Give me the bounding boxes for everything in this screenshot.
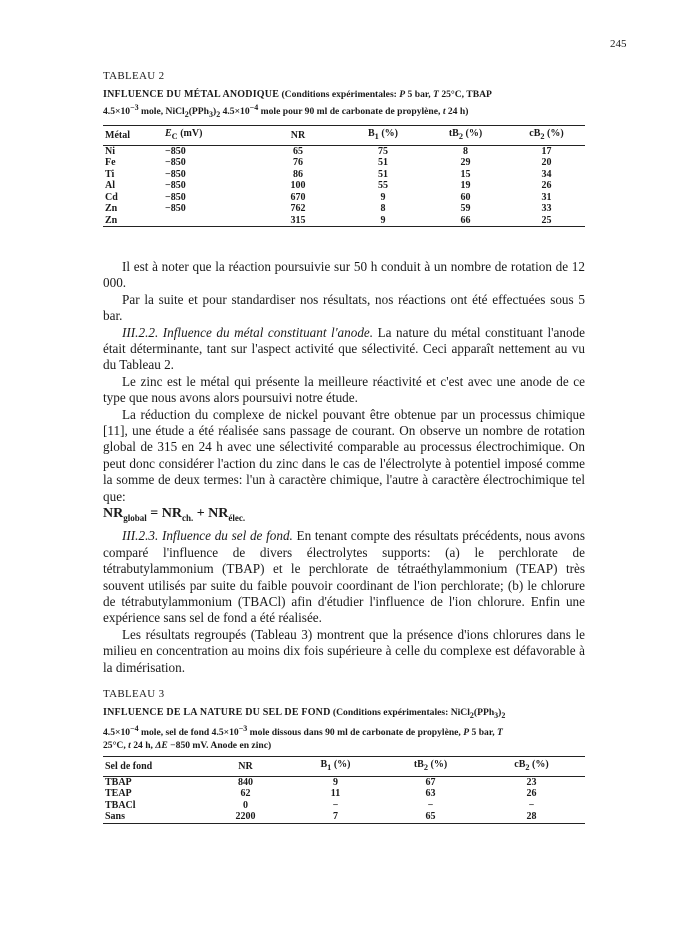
table-cell: −850 bbox=[165, 145, 186, 157]
col-header-cb2: $cB_2$ (%) bbox=[514, 759, 549, 773]
table-cell: 0 bbox=[243, 799, 248, 811]
table-cell: 62 bbox=[240, 788, 251, 800]
table-cell: −850 bbox=[165, 180, 186, 192]
table-row bbox=[103, 145, 585, 157]
table-cell: 26 bbox=[541, 180, 552, 192]
table-cell: 11 bbox=[330, 788, 341, 800]
table-cell: 7 bbox=[333, 811, 338, 823]
paragraph: III.2.2. Influence du métal constituant l'anode. La nature du métal constituant l'anode était déterminante, tant sur l'aspect activité que sélectivité. Ceci apparaît nettement au vu du Tableau 2. bbox=[103, 324, 585, 373]
tableau-3-table bbox=[103, 756, 585, 824]
table-cell: Ni bbox=[105, 145, 115, 157]
table-row bbox=[103, 169, 585, 181]
table-cell: 9 bbox=[380, 191, 386, 203]
table-cell: 51 bbox=[378, 168, 388, 180]
paragraph: Il est à noter que la réaction poursuivie sur 50 h conduit à un nombre de rotation de 12 000. bbox=[103, 259, 585, 291]
table-cell: − bbox=[332, 799, 339, 811]
table-cell: 28 bbox=[526, 811, 537, 823]
table-cell: 65 bbox=[425, 811, 436, 823]
table-cell: Fe bbox=[105, 157, 116, 169]
table-cell: −850 bbox=[165, 168, 186, 180]
paragraph: Les résultats regroupés (Tableau 3) montrent que la présence d'ions chlorures dans le milieu en concentration au moins dix fois supérieure à celle du complexe est défavorable à la dimérisation. bbox=[103, 626, 585, 675]
equation: $NR_{global} = NR_{ch.} + NR_{élec.}$ bbox=[103, 506, 246, 523]
table-cell: 29 bbox=[460, 157, 471, 169]
section-heading: III.2.2. Influence du métal constituant l'anode. bbox=[122, 324, 374, 340]
table-cell: 86 bbox=[293, 168, 303, 180]
table-cell: 670 bbox=[290, 191, 306, 203]
table-cell: 55 bbox=[378, 180, 388, 192]
table-cell: TBAP bbox=[105, 776, 132, 788]
table-cell: 23 bbox=[526, 776, 537, 788]
table-cell bbox=[163, 215, 253, 227]
table-cell: 63 bbox=[425, 788, 436, 800]
table-cell: 33 bbox=[541, 203, 552, 215]
table-cell: 34 bbox=[541, 168, 552, 180]
col-header-tb2: $tB_2$ (%) bbox=[413, 759, 448, 773]
paragraph: III.2.3. Influence du sel de fond. En tenant compte des résultats précédents, nous avons comparé l'influence de divers électrolytes supports: (a) le perchlorate de tétrabutylammonium (TBAP) et le perchlorate de tétraéthylammonium (TEAP) très souvent utilisés par suite du faible pouvoir coordinant de l'ion perchlorate; (b) le chlorure de tétrabutylammonium (TBACl) afin d'étudier l'influence de l'ion chlorure. Enfin une expérience sans sel de fond a été réalisée. bbox=[103, 528, 586, 626]
table-cell: 75 bbox=[378, 145, 388, 157]
table-cell: Zn bbox=[105, 203, 118, 215]
table-cell: 315 bbox=[290, 214, 306, 226]
table-cell: 25 bbox=[541, 214, 552, 226]
table-cell: 8 bbox=[380, 203, 386, 215]
table-cell: −850 bbox=[165, 191, 186, 203]
tableau-3 bbox=[103, 688, 585, 824]
table-row bbox=[103, 776, 585, 788]
body-text bbox=[103, 259, 585, 676]
col-header-metal: Métal bbox=[105, 129, 130, 141]
table-cell: − bbox=[427, 799, 434, 811]
table-header-row bbox=[103, 757, 585, 777]
tableau-2-label: TABLEAU 2 bbox=[103, 70, 165, 82]
table-cell: 840 bbox=[238, 776, 253, 788]
table-cell: 76 bbox=[293, 157, 303, 169]
col-header-b1: $B_1$ (%) bbox=[367, 128, 398, 142]
tableau-2 bbox=[103, 70, 585, 227]
col-header-nr: NR bbox=[238, 760, 253, 772]
paragraph: Le zinc est le métal qui présente la meilleure réactivité et c'est avec une anode de ce type que nous avons alors poursuivi notre étude. bbox=[103, 373, 585, 406]
table-cell: Ti bbox=[105, 168, 115, 180]
table-row bbox=[103, 811, 585, 823]
table-cell: 17 bbox=[541, 145, 552, 157]
table-cell: Cd bbox=[105, 191, 118, 203]
table-row bbox=[103, 192, 585, 204]
table-cell: Zn bbox=[105, 214, 118, 226]
col-header-ec: $E_C$ (mV) bbox=[165, 128, 203, 142]
table-cell: 100 bbox=[290, 180, 306, 192]
table-cell: 8 bbox=[463, 145, 468, 157]
table-row bbox=[103, 215, 585, 227]
table-cell: 15 bbox=[460, 168, 471, 180]
col-header-tb2: $tB_2$ (%) bbox=[448, 128, 483, 142]
table-row bbox=[103, 203, 585, 215]
table-cell: 762 bbox=[290, 203, 306, 215]
table-row bbox=[103, 800, 585, 812]
table-header-row bbox=[103, 126, 585, 146]
tableau-3-caption: INFLUENCE DE LA NATURE DU SEL DE FOND (Conditions expérimentales: $NiCl_2(PPh_3)_2$ $4.5\times 10^{-4}$ mole, sel de fond $4.5\times 10^{-3}$ mole dissous dans 90 ml de carbonate de propylène, P 5 bar, T 25°C, t 24 h, ΔE −850 mV. Anode en zinc) bbox=[103, 707, 506, 752]
table-row bbox=[103, 157, 585, 169]
table-cell: − bbox=[528, 799, 535, 811]
table-cell: 67 bbox=[425, 776, 436, 788]
table-cell: 9 bbox=[333, 776, 338, 788]
table-cell: 51 bbox=[378, 157, 388, 169]
tableau-3-label: TABLEAU 3 bbox=[103, 688, 165, 700]
table-cell: 59 bbox=[460, 203, 471, 215]
table-cell: 26 bbox=[526, 788, 537, 800]
table-cell: 20 bbox=[541, 157, 552, 169]
table-row bbox=[103, 180, 585, 192]
table-cell: −850 bbox=[165, 157, 186, 169]
table-cell: 66 bbox=[460, 214, 471, 226]
tableau-2-table bbox=[103, 125, 585, 227]
table-cell: 60 bbox=[460, 191, 471, 203]
col-header-cb2: $cB_2$ (%) bbox=[529, 128, 564, 142]
table-cell: TBACl bbox=[105, 799, 136, 811]
table-cell: 31 bbox=[541, 191, 552, 203]
table-cell: −850 bbox=[165, 203, 186, 215]
col-header-sel: Sel de fond bbox=[105, 760, 153, 772]
table-cell: 2200 bbox=[235, 811, 256, 823]
page-number: 245 bbox=[610, 38, 627, 50]
tableau-2-caption: INFLUENCE DU MÉTAL ANODIQUE (Conditions expérimentales: P 5 bar, T 25°C, TBAP $4.5\times 10^{-3}$ mole, $NiCl_2(PPh_3)_2$ $4.5\times 10^{-4}$ mole pour 90 ml de carbonate de propylène, t 24 h) bbox=[103, 89, 492, 120]
table-cell: 19 bbox=[460, 180, 471, 192]
paragraph: La réduction du complexe de nickel pouvant être obtenue par un processus chimique [11], une étude a été réalisée sans passage de courant. On observe un nombre de rotation global de 315 en 24 h avec une sélectivité comparable au processus électrochimique. On peut donc considérer l'action du zinc dans le cas de l'électrolyte à potentiel imposé comme la somme de deux termes: l'un à caractère chimique, l'autre à caractère électrochimique tel que: bbox=[103, 406, 585, 504]
col-header-nr: NR bbox=[290, 129, 306, 141]
table-cell: 65 bbox=[293, 145, 303, 157]
table-cell: TEAP bbox=[105, 788, 132, 800]
table-cell: Al bbox=[105, 180, 115, 192]
col-header-b1: $B_1$ (%) bbox=[320, 759, 351, 773]
paragraph: Par la suite et pour standardiser nos résultats, nos réactions ont été effectuées sous 5 bar. bbox=[103, 291, 585, 324]
table-cell: Sans bbox=[105, 811, 126, 823]
section-heading: III.2.3. Influence du sel de fond. bbox=[122, 528, 293, 544]
table-cell: 9 bbox=[380, 214, 386, 226]
table-row bbox=[103, 788, 585, 800]
